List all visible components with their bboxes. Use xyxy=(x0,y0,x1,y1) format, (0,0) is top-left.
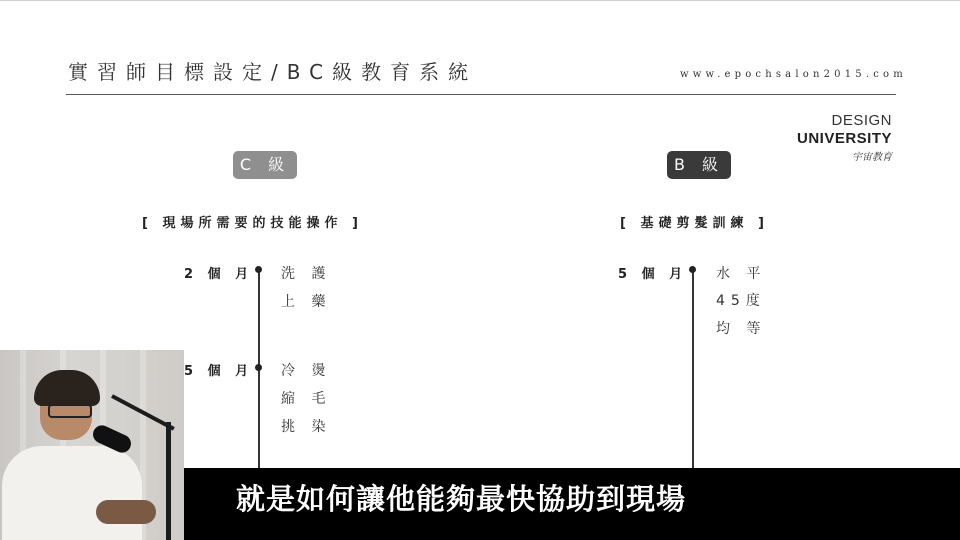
design-university-logo xyxy=(780,112,892,166)
b-timeline-line xyxy=(692,270,694,470)
b-timeline-dot-1 xyxy=(689,266,696,273)
logo-line-university: UNIVERSITY xyxy=(796,130,892,147)
c-section-heading: [ 現場所需要的技能操作 ] xyxy=(142,216,363,231)
presenter-glasses xyxy=(48,404,92,418)
c-month-label-2: 5 個 月 xyxy=(184,364,254,379)
logo-line-design: DESIGN xyxy=(831,112,892,129)
c-skill-item: 縮 毛 xyxy=(281,391,332,407)
presenter-hair xyxy=(34,370,100,406)
b-skill-item: 水 平 xyxy=(716,266,767,282)
c-level-badge: C 級 xyxy=(233,151,297,179)
presenter-body xyxy=(2,446,142,540)
presenter-webcam xyxy=(0,350,184,540)
b-skill-item: 45度 xyxy=(716,293,766,309)
b-level-badge: B 級 xyxy=(667,151,731,179)
c-skill-item: 洗 護 xyxy=(281,266,332,282)
mic-stand-pole xyxy=(166,422,171,540)
b-section-heading: [ 基礎剪髮訓練 ] xyxy=(620,216,769,231)
header-divider xyxy=(66,94,896,95)
b-month-label-1: 5 個 月 xyxy=(618,267,688,282)
c-skill-item: 上 藥 xyxy=(281,294,332,310)
presenter-arm xyxy=(96,500,156,524)
c-skill-item: 冷 燙 xyxy=(281,363,332,379)
c-skill-item: 挑 染 xyxy=(281,419,332,435)
top-border xyxy=(0,0,960,1)
page-title: 實習師目標設定/BC級教育系統 xyxy=(68,60,478,84)
c-timeline-dot-1 xyxy=(255,266,262,273)
logo-line-chinese: 宇宙教育 xyxy=(852,152,892,163)
c-month-label-1: 2 個 月 xyxy=(184,267,254,282)
b-skill-item: 均 等 xyxy=(716,321,767,337)
subtitle-bar xyxy=(184,468,960,540)
subtitle-text: 就是如何讓他能夠最快協助到現場 xyxy=(236,482,687,516)
website-url: www.epochsalon2015.com xyxy=(680,69,907,80)
c-timeline-dot-2 xyxy=(255,364,262,371)
